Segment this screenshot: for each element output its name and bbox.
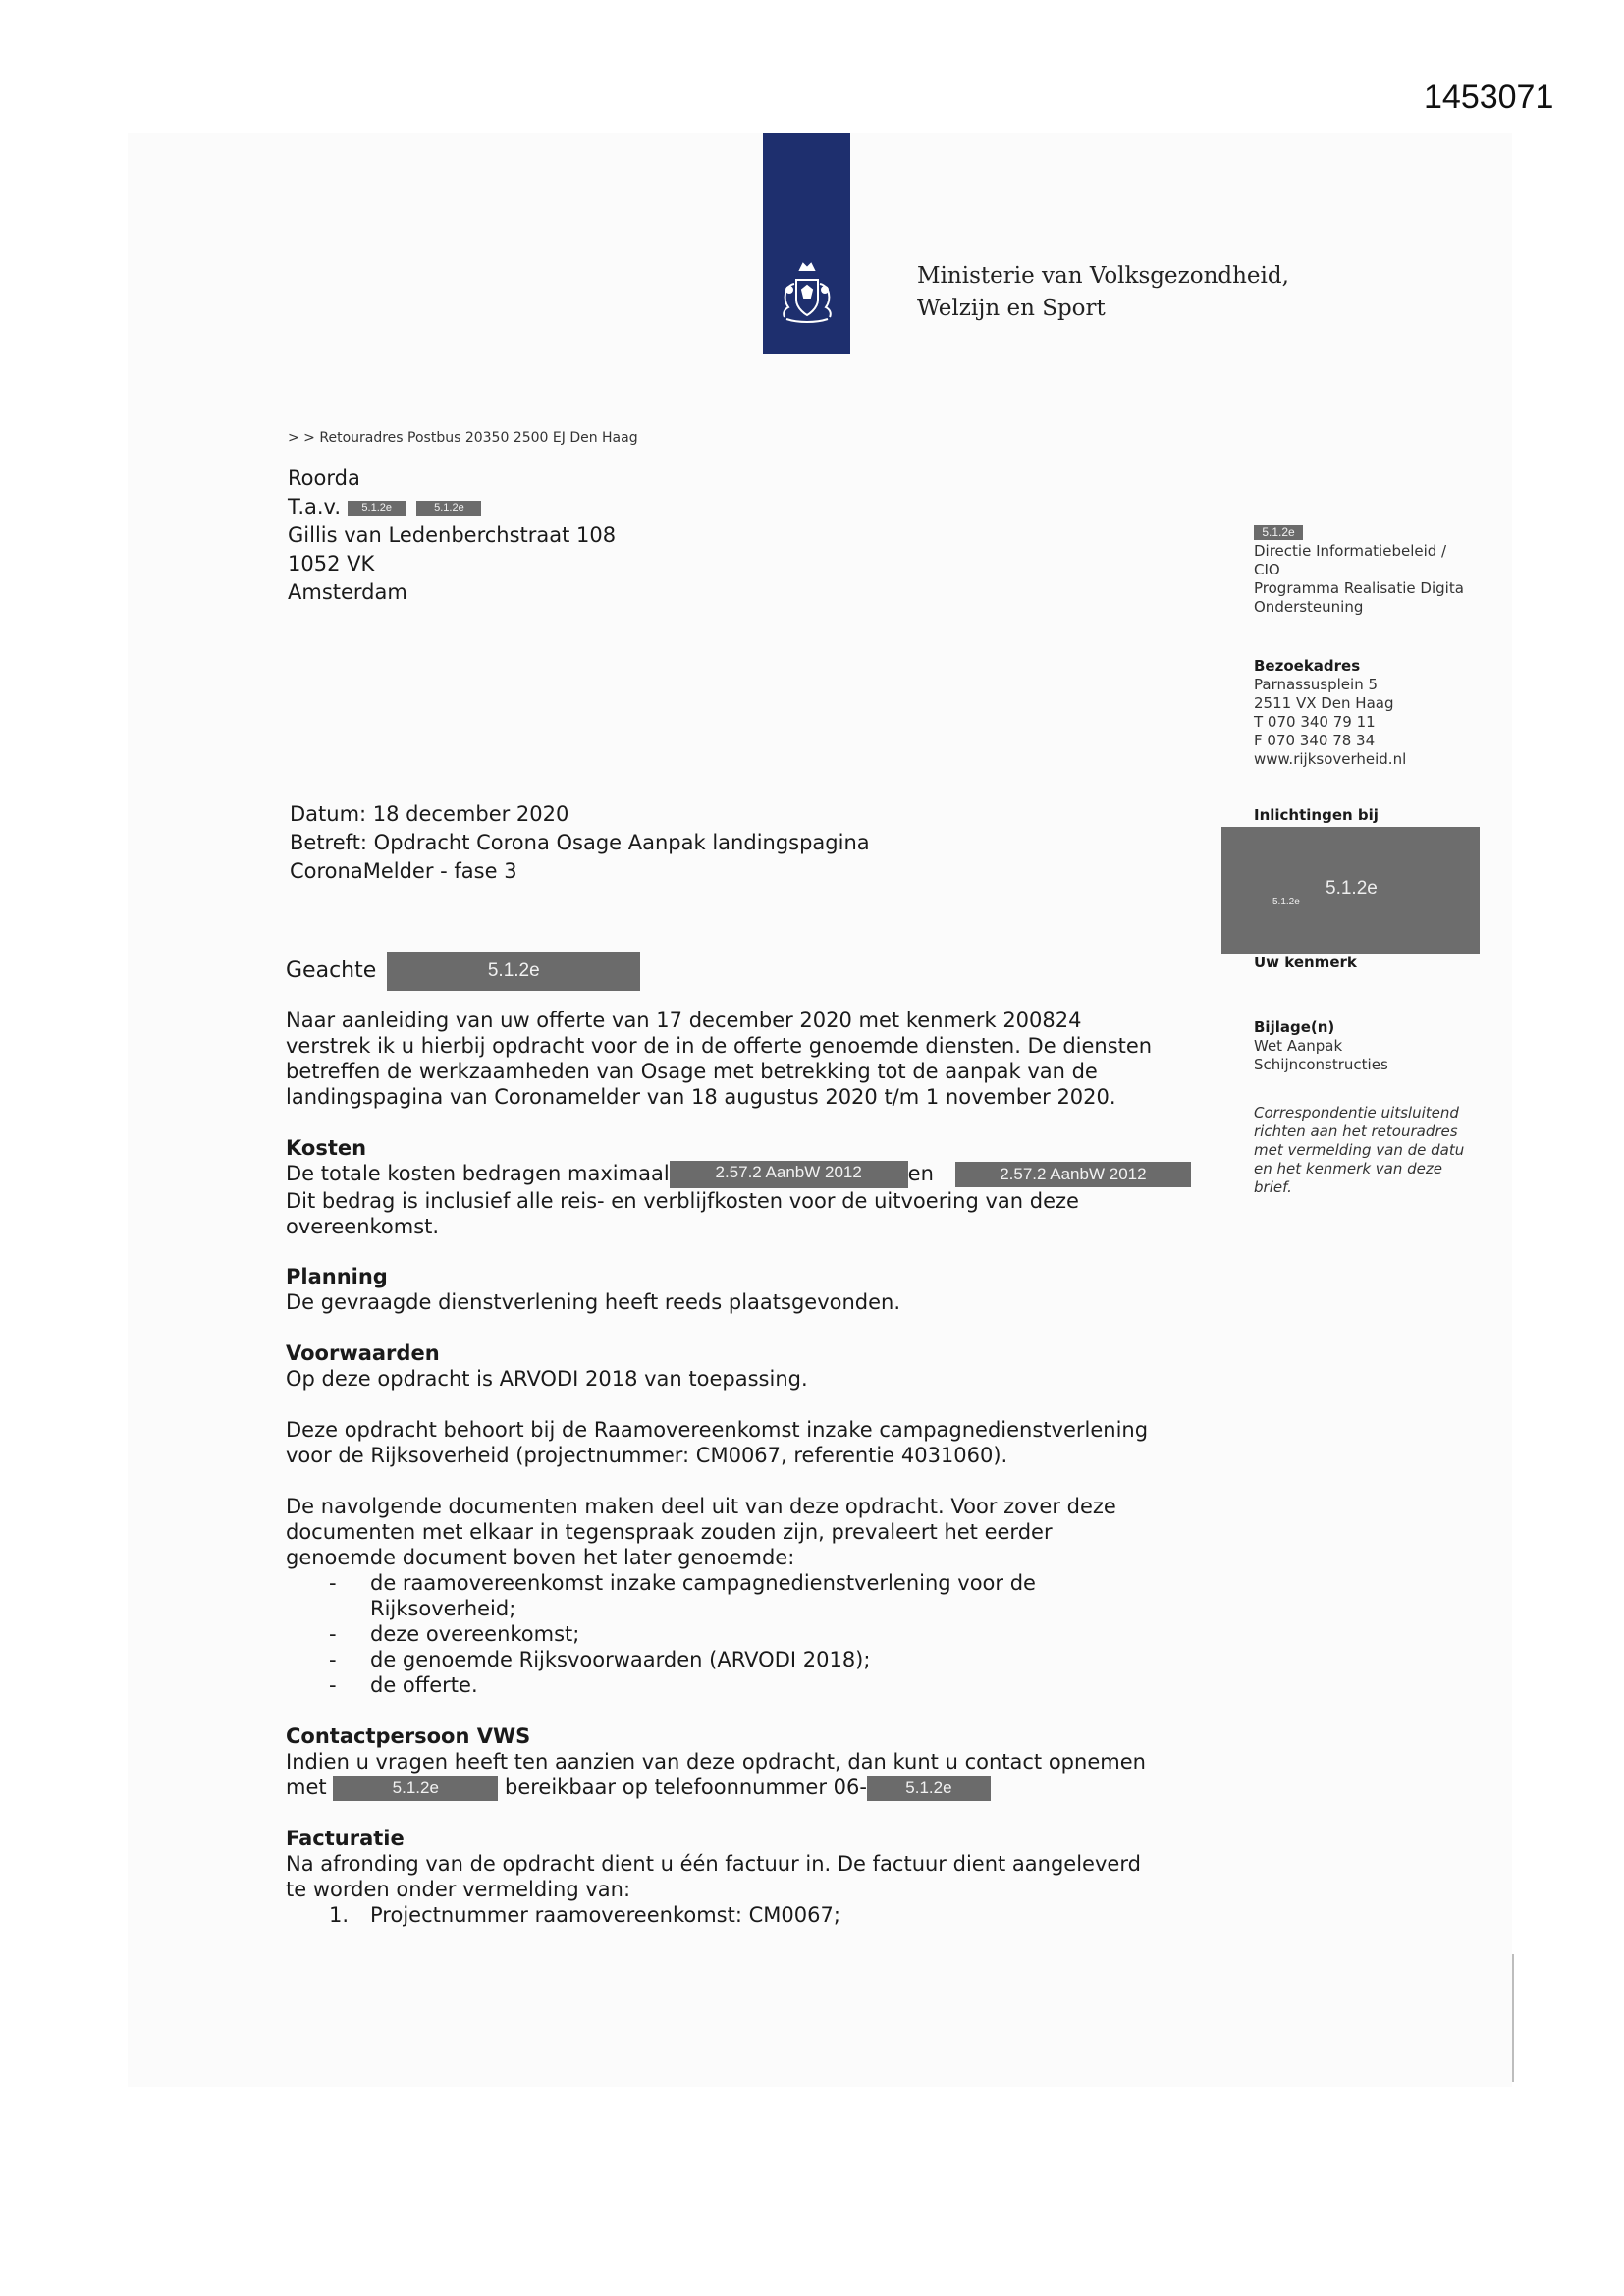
dept-line: Ondersteuning <box>1254 598 1364 616</box>
contact-line: met 5.1.2e bereikbaar op telefoonnummer 06- 5.1.2e <box>286 1775 1146 1801</box>
sidebar-visit-address <box>1254 657 1406 769</box>
redaction-label: 5.1.2e <box>1326 878 1378 899</box>
redaction-box-info <box>1221 827 1480 954</box>
text-line: te worden onder vermelding van: <box>286 1878 631 1901</box>
section-planning <box>286 1264 900 1315</box>
redaction-box: 2.57.2 AanbW 2012 <box>670 1161 908 1188</box>
text-line: landingspagina van Coronamelder van 18 augustus 2020 t/m 1 november 2020. <box>286 1085 1116 1109</box>
document-number: 1453071 <box>1424 79 1554 116</box>
salutation-text: Geachte <box>286 958 377 983</box>
visit-line: F 070 340 78 34 <box>1254 732 1376 749</box>
section-invoicing <box>286 1826 1141 1928</box>
conditions-heading: Voorwaarden <box>286 1341 440 1365</box>
text-line: De gevraagde dienstverlening heeft reeds plaatsgevonden. <box>286 1290 901 1314</box>
text-line: betreffen de werkzaamheden van Osage met betrekking tot de aanpak van de <box>286 1060 1098 1083</box>
costs-heading: Kosten <box>286 1136 367 1160</box>
costs-line: De totale kosten bedragen maximaal 2.57.2 AanbW 2012 en 2.57.2 AanbW 2012 <box>286 1161 1191 1188</box>
planning-heading: Planning <box>286 1265 388 1288</box>
section-costs <box>286 1135 1191 1239</box>
text-line: overeenkomst. <box>286 1215 440 1238</box>
dept-line: CIO <box>1254 561 1280 578</box>
text-line: Deze opdracht behoort bij de Raamovereenkomst inzake campagnedienstverlening <box>286 1418 1149 1442</box>
paper-edge <box>1512 1954 1514 2082</box>
text-line: Dit bedrag is inclusief alle reis- en verblijfkosten voor de uitvoering van deze <box>286 1189 1079 1213</box>
text-line: voor de Rijksoverheid (projectnummer: CM0067, referentie 4031060). <box>286 1444 1008 1467</box>
list-item-cont: Rijksoverheid; <box>370 1597 516 1620</box>
text-line: Op deze opdracht is ARVODI 2018 van toepassing. <box>286 1367 808 1391</box>
section-contact <box>286 1723 1146 1801</box>
section-conditions <box>286 1340 808 1392</box>
redaction-box: 5.1.2e <box>387 952 640 991</box>
note-line: brief. <box>1254 1178 1292 1196</box>
attention-label: T.a.v. <box>288 495 342 519</box>
recipient-city: Amsterdam <box>288 580 407 604</box>
text-line: Naar aanleiding van uw offerte van 17 december 2020 met kenmerk 200824 <box>286 1009 1082 1032</box>
text-line: Indien u vragen heeft ten aanzien van deze opdracht, dan kunt u contact opnemen <box>286 1750 1146 1774</box>
return-address: > > Retouradres Postbus 20350 2500 EJ Den Haag <box>288 430 638 446</box>
recipient-attention <box>288 493 616 521</box>
invoicing-heading: Facturatie <box>286 1827 405 1850</box>
recipient-postcode: 1052 VK <box>288 552 375 575</box>
visit-line: T 070 340 79 11 <box>1254 713 1376 731</box>
letter-meta <box>290 800 870 886</box>
contact-heading: Contactpersoon VWS <box>286 1724 531 1748</box>
recipient-street: Gillis van Ledenberchstraat 108 <box>288 523 617 547</box>
intro-paragraph <box>286 1008 1152 1110</box>
text-line: documenten met elkaar in tegenspraak zouden zijn, prevaleert het eerder <box>286 1520 1053 1544</box>
recipient-name: Roorda <box>288 466 360 490</box>
text-line: genoemde document boven het later genoemde: <box>286 1546 795 1569</box>
list-item: 1. Projectnummer raamovereenkomst: CM0067; <box>329 1903 840 1927</box>
sidebar-correspondence-note <box>1254 1104 1464 1197</box>
redaction-box: 5.1.2e <box>416 501 481 516</box>
redaction-box: 5.1.2e <box>1254 525 1303 540</box>
redaction-box: 5.1.2e <box>348 501 406 516</box>
framework-paragraph <box>286 1417 1148 1468</box>
sidebar-kenmerk-heading: Uw kenmerk <box>1254 954 1357 971</box>
dept-line: Programma Realisatie Digita <box>1254 579 1464 597</box>
redaction-box: 5.1.2e <box>867 1776 991 1801</box>
redaction-box: 2.57.2 AanbW 2012 <box>955 1162 1191 1187</box>
sidebar-attachments <box>1254 1018 1388 1074</box>
note-line: en het kenmerk van deze <box>1254 1160 1442 1177</box>
ministry-name <box>917 260 1289 325</box>
attachment-line: Wet Aanpak <box>1254 1037 1343 1055</box>
salutation <box>286 952 640 991</box>
list-item: - de offerte. <box>329 1673 478 1697</box>
visit-heading: Bezoekadres <box>1254 657 1361 675</box>
documents-paragraph <box>286 1494 1116 1698</box>
sidebar-info-heading: Inlichtingen bij <box>1254 806 1379 824</box>
ministry-line-1: Ministerie van Volksgezondheid, <box>917 263 1289 289</box>
dept-line: Directie Informatiebeleid / <box>1254 542 1447 560</box>
letter-subject-cont: CoronaMelder - fase 3 <box>290 859 517 883</box>
royal-coat-of-arms-icon <box>773 260 841 329</box>
attachments-heading: Bijlage(n) <box>1254 1018 1335 1036</box>
letter-subject: Betreft: Opdracht Corona Osage Aanpak landingspagina <box>290 831 870 854</box>
note-line: met vermelding van de datu <box>1254 1141 1465 1159</box>
recipient-address <box>288 465 616 607</box>
list-item: - de raamovereenkomst inzake campagnedienstverlening voor de <box>329 1571 1036 1595</box>
ministry-line-2: Welzijn en Sport <box>917 296 1106 321</box>
text-line: Na afronding van de opdracht dient u één factuur in. De factuur dient aangeleverd <box>286 1852 1141 1876</box>
note-line: richten aan het retouradres <box>1254 1122 1458 1140</box>
redaction-box: 5.1.2e <box>333 1776 498 1801</box>
attachment-line: Schijnconstructies <box>1254 1056 1388 1073</box>
visit-line: Parnassusplein 5 <box>1254 676 1379 693</box>
visit-line: www.rijksoverheid.nl <box>1254 750 1407 768</box>
sidebar-department <box>1254 523 1464 617</box>
redaction-label-small: 5.1.2e <box>1272 897 1300 907</box>
list-item: - deze overeenkomst; <box>329 1622 580 1646</box>
list-item: - de genoemde Rijksvoorwaarden (ARVODI 2018); <box>329 1648 871 1671</box>
note-line: Correspondentie uitsluitend <box>1254 1104 1459 1121</box>
text-line: verstrek ik u hierbij opdracht voor de in de offerte genoemde diensten. De diensten <box>286 1034 1153 1058</box>
letter-date: Datum: 18 december 2020 <box>290 802 569 826</box>
visit-line: 2511 VX Den Haag <box>1254 694 1394 712</box>
text-line: De navolgende documenten maken deel uit van deze opdracht. Voor zover deze <box>286 1495 1116 1518</box>
